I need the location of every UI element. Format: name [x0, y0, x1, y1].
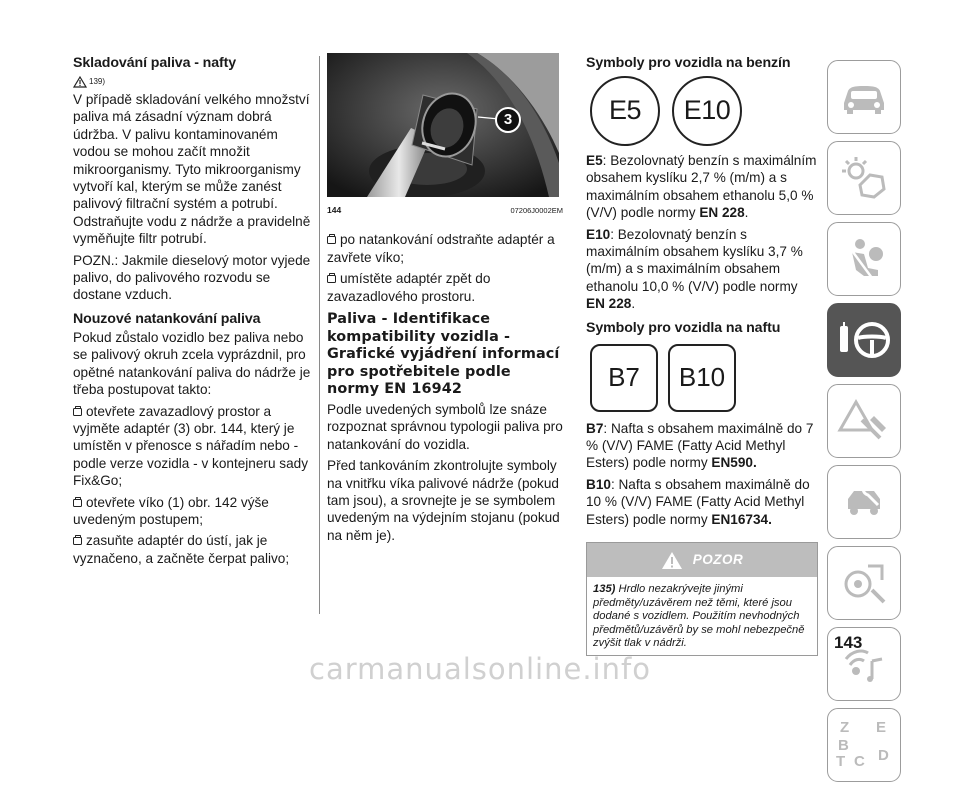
warning-title: POZOR — [692, 552, 744, 568]
column-middle — [327, 53, 565, 548]
page-number: 143 — [834, 633, 863, 652]
tab-emergency[interactable] — [827, 384, 901, 458]
warning-box-header — [587, 543, 817, 577]
car-icon — [838, 77, 890, 117]
badge-b7: B7 — [590, 344, 658, 412]
section-title-diesel-symbols: Symboly pro vozidla na naftu — [586, 319, 781, 336]
diesel-badges — [590, 338, 818, 420]
callout-3: 3 — [495, 107, 521, 133]
bullet-item: otevřete víko (1) obr. 142 výše uvedeným postupem; — [73, 494, 269, 527]
dashboard-lights-icon — [838, 155, 890, 201]
warning-triangle-icon — [838, 398, 890, 444]
bullet-item: otevřete zavazadlový prostor a vyjměte adaptér (3) obr. 144, který je umístěn v přenosce s nářadím nebo - podle verze vozidla - v kontejneru sady Fix&Go; — [73, 403, 308, 489]
tab-safety[interactable] — [827, 222, 901, 296]
paragraph: V případě skladování velkého množství paliva má zásadní význam dobrá údržba. V palivu kontaminovaném vodou se mohou začít množit mikroorganismy. Tyto mikroorganismy vytvoří kal, kterým se může zanést palivový filtrační systém a potrubí. Odstraňujte vodu z nádrže a pravidelně vyměňujte filtr potrubí. — [73, 92, 311, 247]
column-left — [73, 54, 313, 571]
index-icon: Z E B C T D — [836, 719, 889, 770]
tab-index[interactable] — [827, 708, 901, 782]
badge-e10: E10 — [672, 76, 742, 146]
bullet-icon — [327, 275, 336, 283]
definition-e5: E5: Bezolovnatý benzín s maximálním obsahem kyslíku 2,7 % (m/m) a s maximálním obsahem ethanolu 5,0 % (V/V) podle normy EN 228. — [586, 153, 817, 221]
warning-reference — [73, 73, 313, 90]
tab-starting-driving[interactable] — [827, 303, 901, 377]
figure-code: 07206J0002EM — [510, 206, 563, 215]
section-title-fuel-storage: Skladování paliva - nafty — [73, 55, 237, 71]
definition-e10: E10: Bezolovnatý benzín s maximálním obsahem kyslíku 3,7 % (m/m) a s maximálním obsahem ethanolu 10,0 % (V/V) podle normy EN 228. — [586, 226, 803, 312]
paragraph: POZN.: Jakmile dieselový motor vyjede palivo, do palivového rozvodu se dostane vzduch. — [73, 252, 311, 303]
bullet-icon — [73, 499, 82, 507]
paragraph: Podle uvedených symbolů lze snáze rozpoznat správnou typologii paliva pro natankování do vozidla. — [327, 402, 563, 452]
wrench-car-icon — [838, 479, 890, 525]
bullet-icon — [73, 408, 82, 416]
section-title-emergency-refuel: Nouzové natankování paliva — [73, 310, 261, 327]
seat-airbag-icon — [838, 234, 890, 284]
bullet-item: umístěte adaptér zpět do zavazadlového prostoru. — [327, 271, 491, 304]
badge-b10: B10 — [668, 344, 736, 412]
figure-144-photo — [327, 53, 559, 197]
tab-technical-data[interactable] — [827, 546, 901, 620]
fuel-adapter-illustration — [327, 53, 559, 197]
tab-car-overview[interactable] — [827, 60, 901, 134]
warning-reference-number: 139) — [89, 76, 106, 86]
bullet-item: po natankování odstraňte adaptér a zavřete víko; — [327, 232, 555, 265]
badge-e5: E5 — [590, 76, 660, 146]
figure-number: 144 — [327, 205, 342, 215]
watermark: carmanualsonline.info — [309, 652, 651, 686]
technical-data-icon — [838, 558, 890, 608]
petrol-badges — [590, 76, 818, 146]
bullet-item: zasuňte adaptér do ústí, jak je vyznačeno, a začněte čerpat palivo; — [73, 533, 290, 566]
paragraph: Před tankováním zkontrolujte symboly na vnitřku víka palivové nádrže (pokud tam jsou), a srovnejte je se symbolem uvedeným na výdejním stojanu (pokud na něm je). — [327, 458, 560, 543]
column-divider — [319, 56, 320, 614]
warning-box — [586, 542, 818, 656]
section-title-petrol-symbols: Symboly pro vozidla na benzín — [586, 55, 791, 71]
key-steering-wheel-icon — [836, 316, 892, 364]
section-title-fuel-identification: Paliva - Identifikace kompatibility vozidla - Grafické vyjádření informací pro spotřebitele podle normy EN 16942 — [327, 311, 560, 398]
figure-caption — [327, 202, 563, 219]
warning-triangle-icon — [661, 551, 683, 570]
definition-b7: B7: Nafta s obsahem maximálně do 7 % (V/V) FAME (Fatty Acid Methyl Esters) podle normy EN590. — [586, 420, 814, 471]
tab-dashboard-lights[interactable] — [827, 141, 901, 215]
warning-text: 135) Hrdlo nezakrývejte jinými předměty/uzávěrem než těmi, které jsou dodané s vozidlem. Použitím nevhodných předmětů/uzávěrů by se mohl nebezpečně zvýšit tlak v nádrži. — [593, 583, 805, 650]
column-right — [586, 54, 818, 656]
paragraph: Pokud zůstalo vozidlo bez paliva nebo se palivový okruh zcela vyprázdnil, pro opětné natankování paliva do nádrže je třeba postupovat takto: — [73, 329, 311, 398]
definition-b10: B10: Nafta s obsahem maximálně do 10 % (V/V) FAME (Fatty Acid Methyl Esters) podle normy EN16734. — [586, 476, 810, 527]
warning-triangle-icon — [73, 76, 87, 88]
bullet-icon — [73, 537, 82, 545]
bullet-icon — [327, 236, 336, 244]
tab-maintenance[interactable] — [827, 465, 901, 539]
